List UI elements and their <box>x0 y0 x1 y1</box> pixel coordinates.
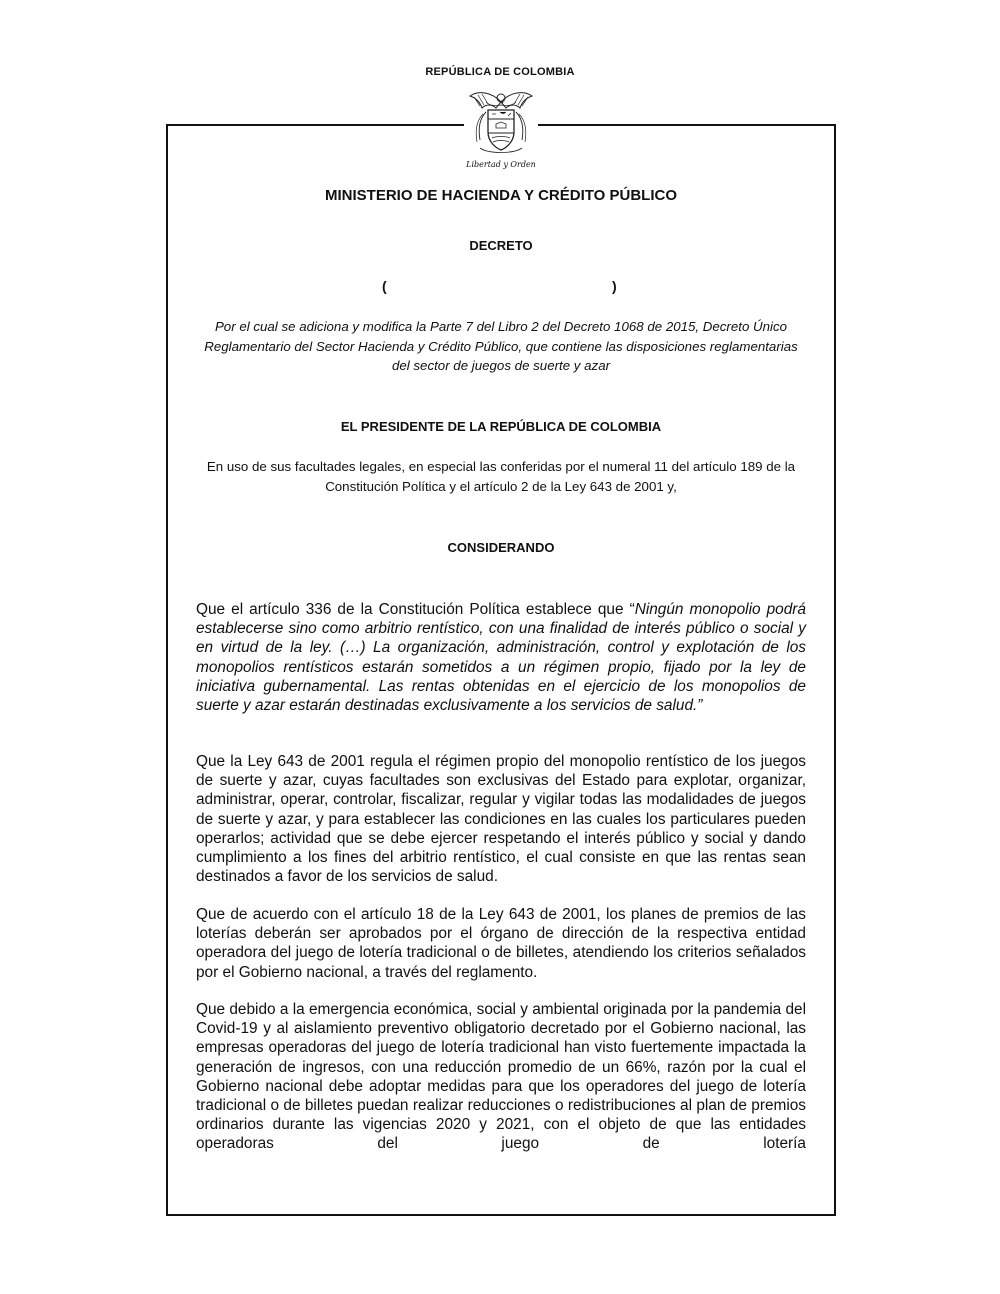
paragraph-1-intro: Que el artículo 336 de la Constitución Política establece que “ <box>196 601 635 618</box>
decree-number-close: ) <box>612 278 617 294</box>
considering-paragraph-4: Que debido a la emergencia económica, social y ambiental originada por la pandemia del Covid-19 y al aislamiento preventivo obligatorio decretado por el Gobierno nacional, las empresas operadoras del juego de lotería tradicional han visto fuertemente impactada la generación de ingresos, con una reducción promedio de un 66%, razón por la cual el Gobierno nacional debe adoptar medidas para que los operadores del juego de lotería tradicional o de billetes puedan realizar reducciones o redistribuciones al plan de premios ordinarios durante las vigencias 2020 y 2021, con el objeto de que las entidades operadoras del juego de lotería <box>196 1001 807 1153</box>
decree-epigraph: Por el cual se adiciona y modifica la Parte 7 del Libro 2 del Decreto 1068 de 2015, Decreto Único Reglamentario del Sector Hacienda y Crédito Público, que contiene las disposiciones reglamentarias del sector de juegos de suerte y azar <box>204 319 798 373</box>
seal-motto: Libertad y Orden <box>466 160 536 169</box>
legal-powers: En uso de sus facultades legales, en especial las conferidas por el numeral 11 del artículo 189 de la Constitución Política y el artículo 2 de la Ley 643 de 2001 y, <box>206 459 796 494</box>
ministry-title: MINISTERIO DE HACIENDA Y CRÉDITO PÚBLICO <box>325 187 677 204</box>
decree-label: DECRETO <box>469 238 533 253</box>
considering-paragraph-1 <box>196 600 806 715</box>
decree-number-open: ( <box>382 278 387 294</box>
national-seal <box>464 88 538 176</box>
considering-heading: CONSIDERANDO <box>447 540 555 555</box>
paragraph-1-quote: Ningún monopolio podrá establecerse sino como arbitrio rentístico, con una finalidad de interés público o social y en virtud de la ley. (…) La organización, administración, control y explotación de los monopolios rentísticos estarán sometidos a un régimen propio, fijado por la ley de iniciativa gubernamental. Las rentas obtenidas en el ejercicio de los monopolios de suerte y azar estarán destinadas exclusivamente a los servicios de salud.” <box>196 601 806 715</box>
considering-paragraph-3: Que de acuerdo con el artículo 18 de la Ley 643 de 2001, los planes de premios de las loterías deberán ser aprobados por el órgano de dirección de la respectiva entidad operadora del juego de lotería tradicional o de billetes, atendiendo los criterios señalados por el Gobierno nacional, a través del reglamento. <box>196 906 806 981</box>
country-header: REPÚBLICA DE COLOMBIA <box>425 66 575 78</box>
considering-paragraph-2: Que la Ley 643 de 2001 regula el régimen propio del monopolio rentístico de los juegos de suerte y azar, cuyas facultades son exclusivas del Estado para explotar, organizar, administrar, operar, controlar, fiscalizar, regular y vigilar todas las modalidades de juegos de suerte y azar, y para establecer las condiciones en las cuales los particulares pueden operarlos; actividad que se debe ejercer respetando el interés público y social y dando cumplimiento a los fines del arbitrio rentístico, el cual consiste en que las rentas sean destinados a favor de los servicios de salud. <box>196 753 806 886</box>
president-heading: EL PRESIDENTE DE LA REPÚBLICA DE COLOMBIA <box>340 419 662 434</box>
coat-of-arms-icon <box>466 88 536 160</box>
